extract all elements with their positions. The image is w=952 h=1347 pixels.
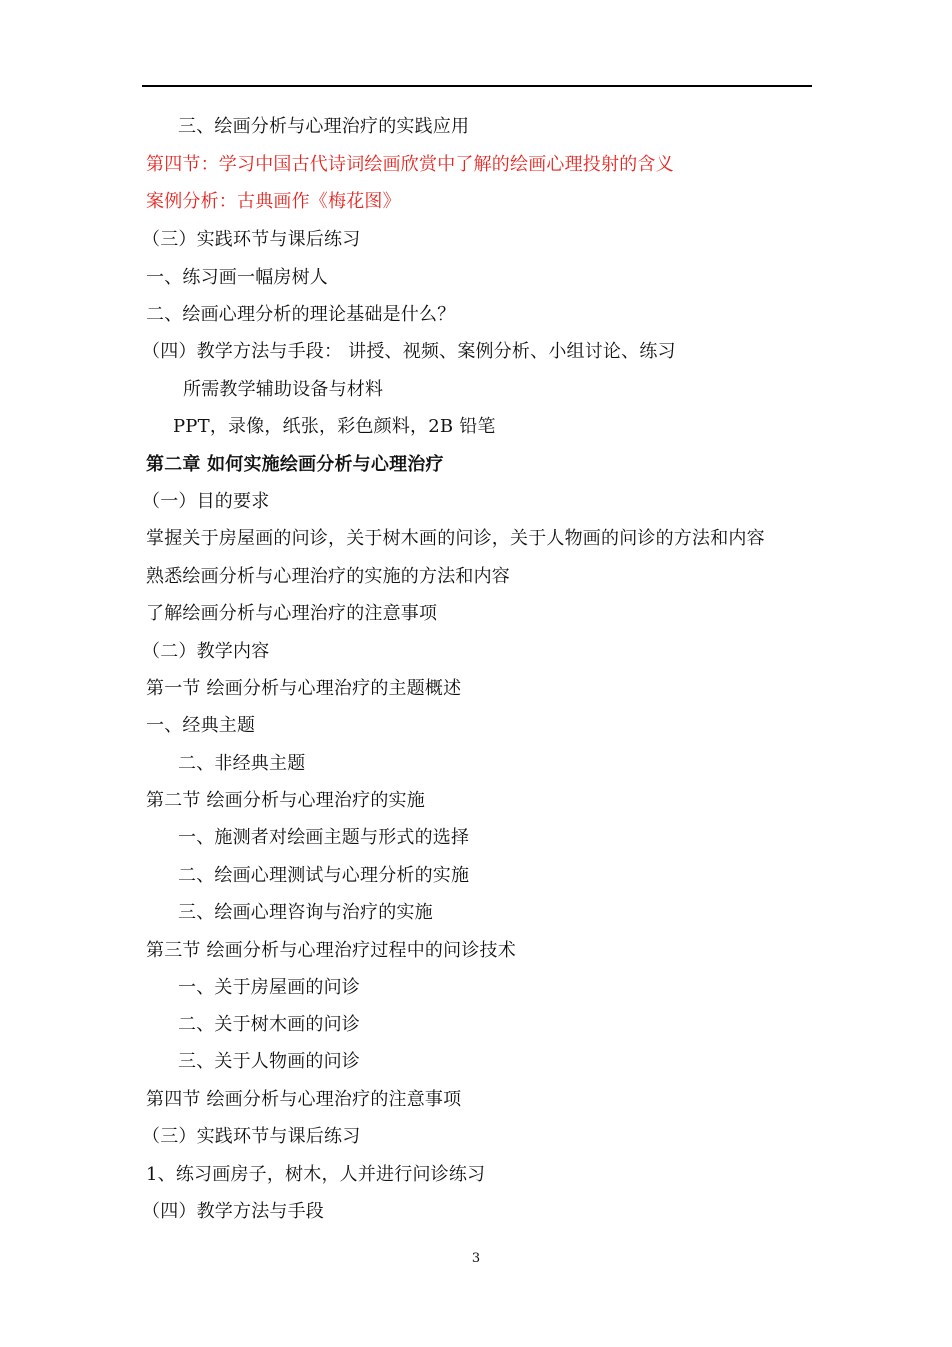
text-line: 二、绘画心理分析的理论基础是什么？ [146, 304, 456, 325]
text-line: （一）目的要求 [142, 491, 270, 512]
text-line: 二、非经典主题 [178, 753, 306, 774]
text-line: 了解绘画分析与心理治疗的注意事项 [146, 603, 438, 624]
text-line: （四）教学方法与手段 [142, 1201, 324, 1222]
text-line: 熟悉绘画分析与心理治疗的实施的方法和内容 [146, 566, 510, 587]
text-line: 一、关于房屋画的问诊 [178, 977, 360, 998]
section-line: 第二节 绘画分析与心理治疗的实施 [146, 790, 425, 811]
text-line: 二、关于树木画的问诊 [178, 1014, 360, 1035]
section-line: 第三节 绘画分析与心理治疗过程中的问诊技术 [146, 940, 516, 961]
text-line: 一、施测者对绘画主题与形式的选择 [178, 827, 470, 848]
header-rule [142, 85, 812, 87]
case-heading-red: 案例分析：古典画作《梅花图》 [146, 191, 401, 212]
text-line: 二、绘画心理测试与心理分析的实施 [178, 865, 470, 886]
section-line: 第一节 绘画分析与心理治疗的主题概述 [146, 678, 462, 699]
text-line: PPT，录像，纸张，彩色颜料，2B 铅笔 [173, 416, 496, 437]
text-line: 所需教学辅助设备与材料 [183, 379, 384, 400]
section-line: 第四节 绘画分析与心理治疗的注意事项 [146, 1089, 462, 1110]
text-line: 三、绘画分析与心理治疗的实践应用 [178, 116, 470, 137]
text-line: （二）教学内容 [142, 641, 270, 662]
text-line: 1、练习画房子，树木，人并进行问诊练习 [146, 1164, 486, 1185]
chapter-heading: 第二章 如何实施绘画分析与心理治疗 [146, 454, 444, 475]
text-line: （四）教学方法与手段： 讲授、视频、案例分析、小组讨论、练习 [142, 341, 676, 362]
text-line: 一、练习画一幅房树人 [146, 267, 328, 288]
text-line: 掌握关于房屋画的问诊，关于树木画的问诊，关于人物画的问诊的方法和内容 [146, 528, 765, 549]
text-line: （三）实践环节与课后练习 [142, 229, 361, 250]
text-line: 一、经典主题 [146, 715, 256, 736]
section-heading-red: 第四节：学习中国古代诗词绘画欣赏中了解的绘画心理投射的含义 [146, 154, 674, 175]
text-line: 三、关于人物画的问诊 [178, 1051, 360, 1072]
text-line: （三）实践环节与课后练习 [142, 1126, 361, 1147]
page-number: 3 [471, 1251, 481, 1266]
text-line: 三、绘画心理咨询与治疗的实施 [178, 902, 433, 923]
